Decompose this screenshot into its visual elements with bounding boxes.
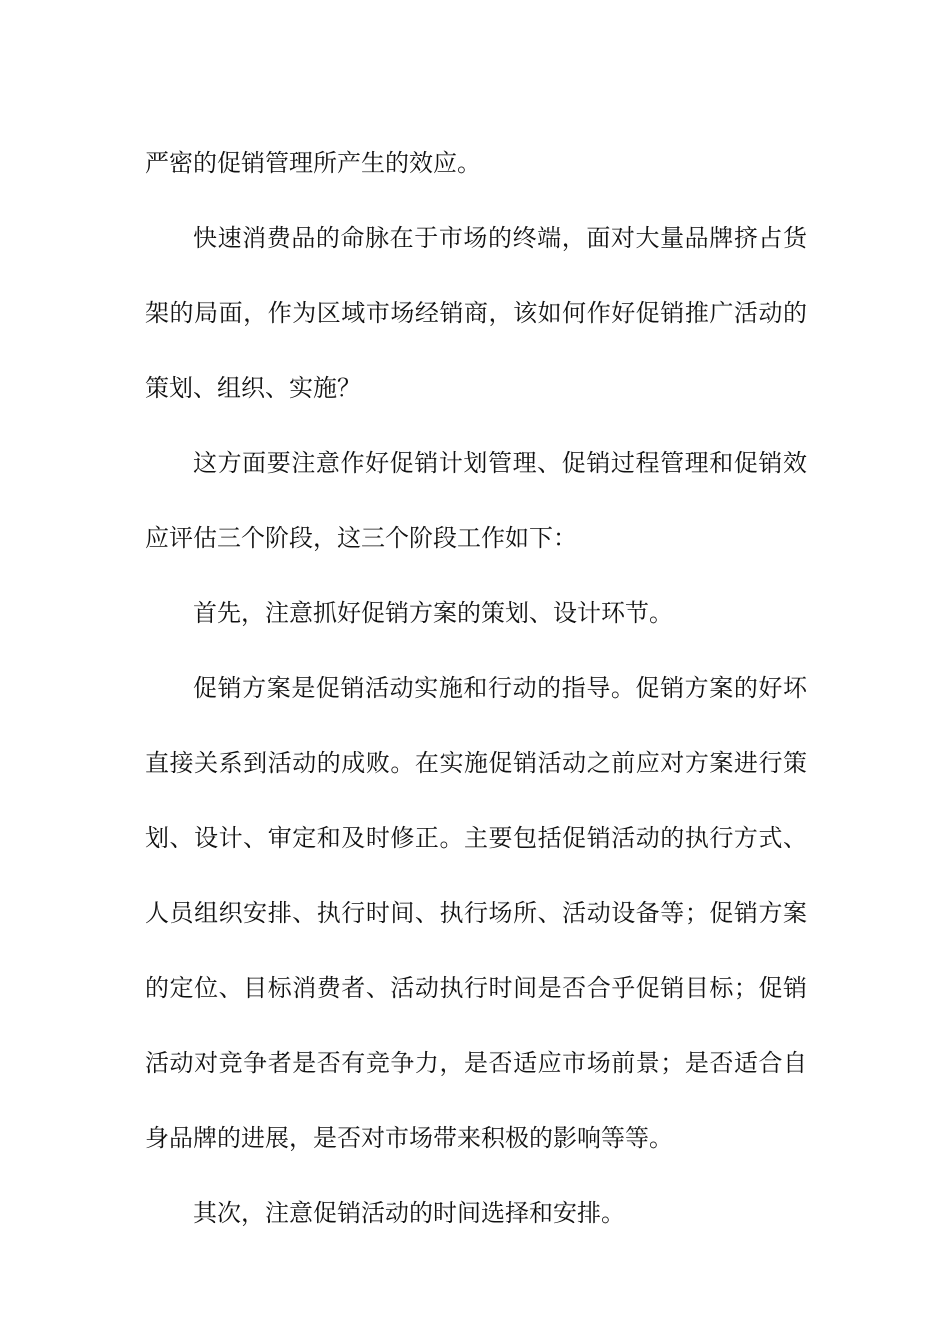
text-line: 促销方案是促销活动实施和行动的指导。促销方案的好坏: [193, 674, 807, 702]
text-line: 划、设计、审定和及时修正。主要包括促销活动的执行方式、: [145, 824, 807, 852]
text-line: 快速消费品的命脉在于市场的终端，面对大量品牌挤占货: [193, 224, 807, 252]
body-text: [145, 126, 807, 1251]
text-line: 首先，注意抓好促销方案的策划、设计环节。: [193, 599, 673, 627]
text-line: 人员组织安排、执行时间、执行场所、活动设备等；促销方案: [145, 899, 807, 927]
text-line: 架的局面，作为区域市场经销商，该如何作好促销推广活动的: [145, 299, 807, 327]
text-line: 其次，注意促销活动的时间选择和安排。: [193, 1199, 625, 1227]
text-line: 的定位、目标消费者、活动执行时间是否合乎促销目标；促销: [145, 974, 807, 1002]
text-line: 身品牌的进展，是否对市场带来积极的影响等等。: [145, 1124, 673, 1152]
text-line: 严密的促销管理所产生的效应。: [145, 149, 481, 177]
text-line: 应评估三个阶段，这三个阶段工作如下：: [145, 524, 577, 552]
text-line: 策划、组织、实施？: [145, 374, 361, 402]
text-line: 直接关系到活动的成败。在实施促销活动之前应对方案进行策: [145, 749, 807, 777]
text-line: 活动对竞争者是否有竞争力，是否适应市场前景；是否适合自: [145, 1049, 807, 1077]
text-line: 这方面要注意作好促销计划管理、促销过程管理和促销效: [193, 449, 807, 477]
